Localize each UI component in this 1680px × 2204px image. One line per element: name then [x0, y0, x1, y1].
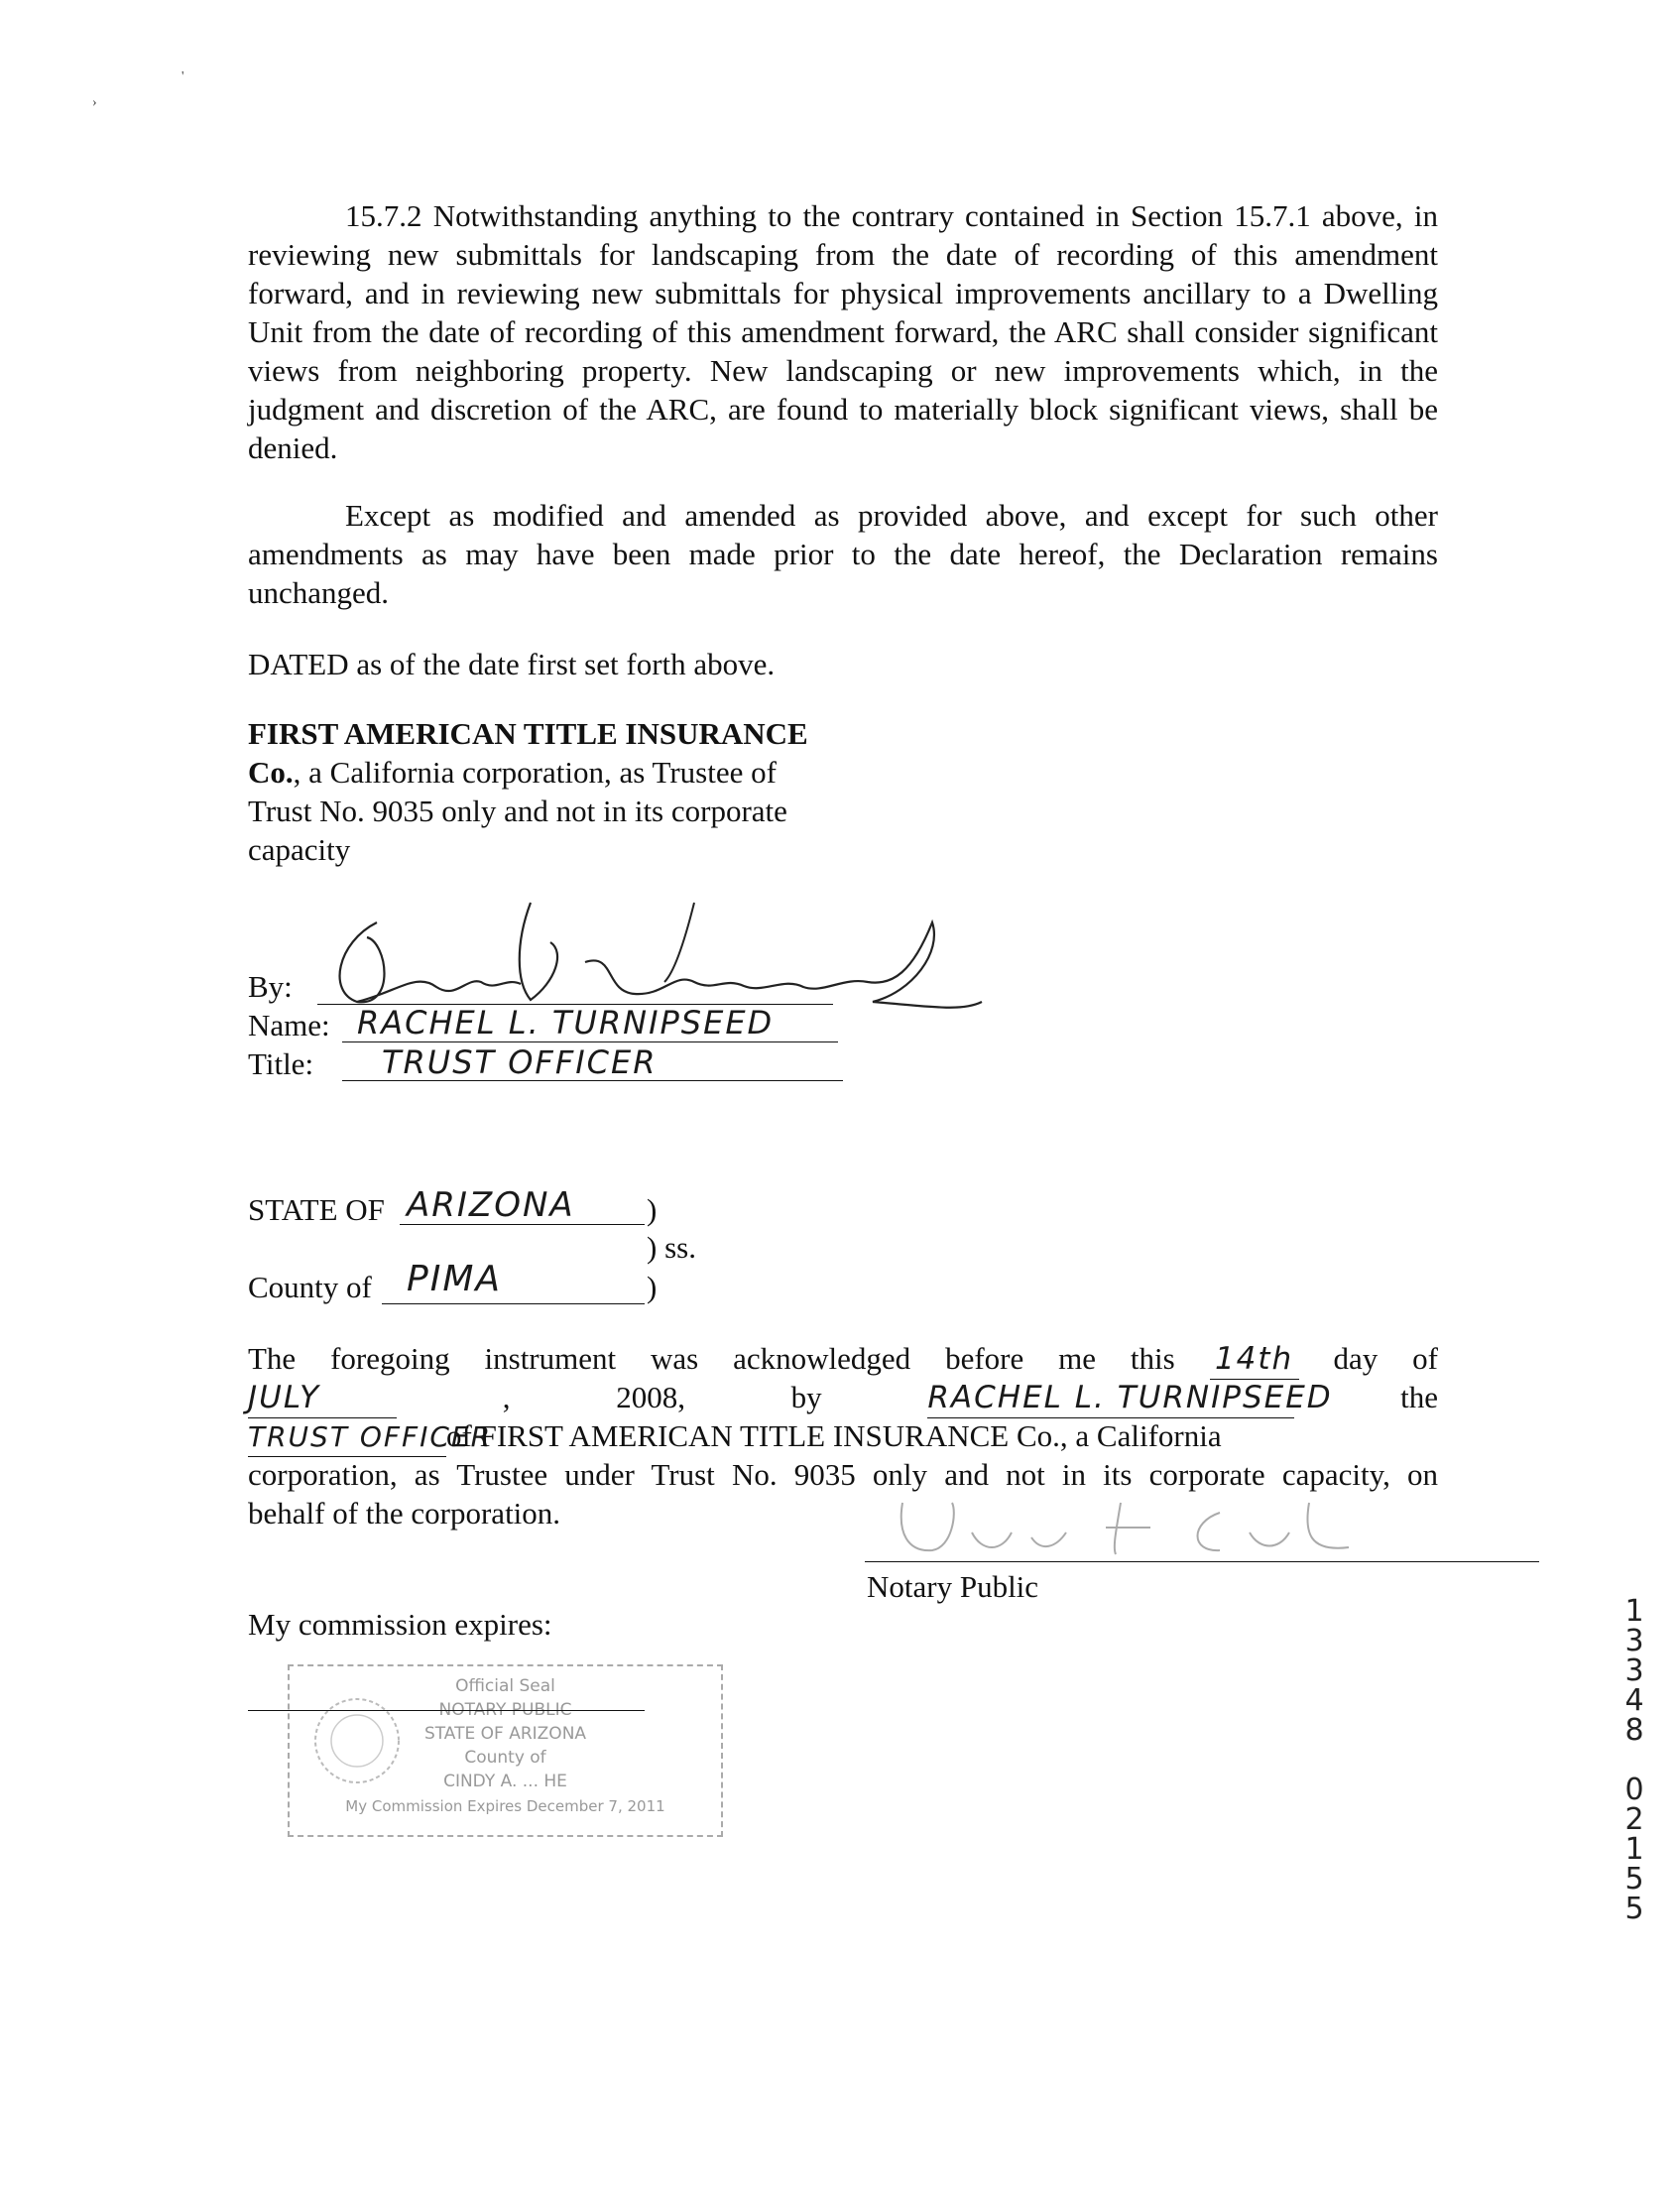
paragraph-15-7-2: 15.7.2 Notwithstanding anything to the contrary contained in Section 15.7.1 above, in reviewing new submittals for landscaping from the date of recording of this amendment forward, and in reviewing new submittals for physical improvements ancillary to a Dwelling Unit from the date of recording of this amendment forward, the ARC shall consider significant views from neighboring property. New landscaping or new improvements which, in the judgment and discretion of the ARC, are found to materially block significant views, shall be denied.: [248, 198, 1438, 465]
ack-line-4: [248, 1455, 1438, 1494]
scan-mark: ': [181, 69, 184, 84]
stamp-line: County of: [464, 1748, 546, 1768]
recording-digit: 1: [1624, 1832, 1644, 1867]
trustee-co: Co.: [248, 755, 294, 790]
county-value: PIMA: [407, 1259, 503, 1299]
ack-word: acknowledged: [733, 1341, 911, 1376]
recording-digit: 2: [1624, 1802, 1644, 1837]
ack-role-value: TRUST OFFICER: [248, 1420, 493, 1453]
recording-digit: 4: [1624, 1683, 1644, 1718]
ss-label: ) ss.: [647, 1230, 696, 1265]
ack-day-field: [1210, 1339, 1299, 1380]
commission-line: [248, 1710, 645, 1711]
state-label: STATE OF: [248, 1192, 385, 1227]
ack-month-field: [248, 1378, 397, 1418]
notary-signature: [893, 1493, 1369, 1562]
recording-digit: 1: [1624, 1594, 1644, 1629]
recording-number: [1615, 1594, 1654, 1926]
ack-comma: ,: [502, 1380, 511, 1414]
notary-signature-line: [865, 1561, 1539, 1562]
stamp-line: CINDY A. ... HE: [443, 1772, 567, 1791]
recording-digit: 5: [1624, 1892, 1644, 1926]
stamp-line: Official Seal: [455, 1676, 555, 1696]
ack-person-field: [927, 1378, 1333, 1418]
name-line: [342, 1041, 838, 1042]
ack-line-2: [248, 1378, 1438, 1418]
trustee-line-2: [248, 753, 777, 792]
ack-line-1: [248, 1339, 1438, 1380]
ack-word: foregoing: [330, 1341, 450, 1376]
ack-line-4-text: corporation, as Trustee under Trust No. 9035 only and not in its corporate capacity, on: [248, 1457, 1438, 1492]
ack-month-value: JULY: [248, 1380, 321, 1415]
ack-person-value: RACHEL L. TURNIPSEED: [927, 1380, 1333, 1415]
state-value: ARIZONA: [407, 1185, 575, 1225]
title-label: Title:: [248, 1046, 314, 1081]
ack-line-3: [248, 1416, 1222, 1457]
title-line: [342, 1080, 843, 1081]
commission-expires-label: My commission expires:: [248, 1607, 552, 1642]
paragraph-except: Except as modified and amended as provided above, and except for such other amendments as may have been made prior to the date hereof, the Declaration remains unchanged.: [248, 498, 1438, 610]
trustee-line-4: capacity: [248, 832, 351, 867]
county-paren: ): [647, 1270, 658, 1304]
by-label: By:: [248, 969, 293, 1004]
recording-digit: 0: [1624, 1773, 1644, 1807]
stamp-line: My Commission Expires December 7, 2011: [345, 1797, 665, 1815]
county-line: [382, 1303, 645, 1304]
ack-role-field: [248, 1416, 493, 1457]
recording-gap: [1615, 1746, 1654, 1775]
recording-digit: 8: [1624, 1713, 1644, 1748]
recording-digit: 5: [1624, 1862, 1644, 1897]
name-label: Name:: [248, 1008, 330, 1042]
trustee-line-3: Trust No. 9035 only and not in its corporate: [248, 794, 787, 828]
ack-word: day: [1333, 1341, 1379, 1376]
ack-word: before: [945, 1341, 1024, 1376]
ack-day-value: 14th: [1214, 1341, 1294, 1377]
ack-word: me: [1058, 1341, 1096, 1376]
ack-year: 2008,: [616, 1380, 685, 1414]
trustee-name: FIRST AMERICAN TITLE INSURANCE: [248, 716, 808, 751]
title-value: TRUST OFFICER: [382, 1043, 658, 1081]
ack-word: of: [1412, 1341, 1438, 1376]
scan-mark: ›: [92, 95, 97, 110]
ack-word: was: [651, 1341, 699, 1376]
ack-by: by: [790, 1380, 822, 1414]
recording-digit: 3: [1624, 1653, 1644, 1688]
notary-public-label: Notary Public: [867, 1569, 1039, 1604]
ack-line-3-rest: of FIRST AMERICAN TITLE INSURANCE Co., a California: [446, 1418, 1222, 1453]
trustee-line-2-rest: , a California corporation, as Trustee of: [293, 755, 777, 790]
ack-the: the: [1400, 1380, 1438, 1414]
ack-line-5: behalf of the corporation.: [248, 1496, 561, 1531]
name-value: RACHEL L. TURNIPSEED: [357, 1004, 775, 1041]
recording-digit: 3: [1624, 1624, 1644, 1658]
ack-word: The: [248, 1341, 297, 1376]
dated-line: DATED as of the date first set forth above.: [248, 647, 776, 681]
notary-seal-stamp: [288, 1664, 723, 1837]
ack-word: instrument: [484, 1341, 617, 1376]
state-paren: ): [647, 1192, 658, 1227]
ack-word: this: [1130, 1341, 1175, 1376]
county-label: County of: [248, 1270, 372, 1304]
state-line: [400, 1224, 645, 1225]
stamp-line: STATE OF ARIZONA: [423, 1724, 587, 1744]
stamp-line: NOTARY PUBLIC: [438, 1700, 572, 1720]
